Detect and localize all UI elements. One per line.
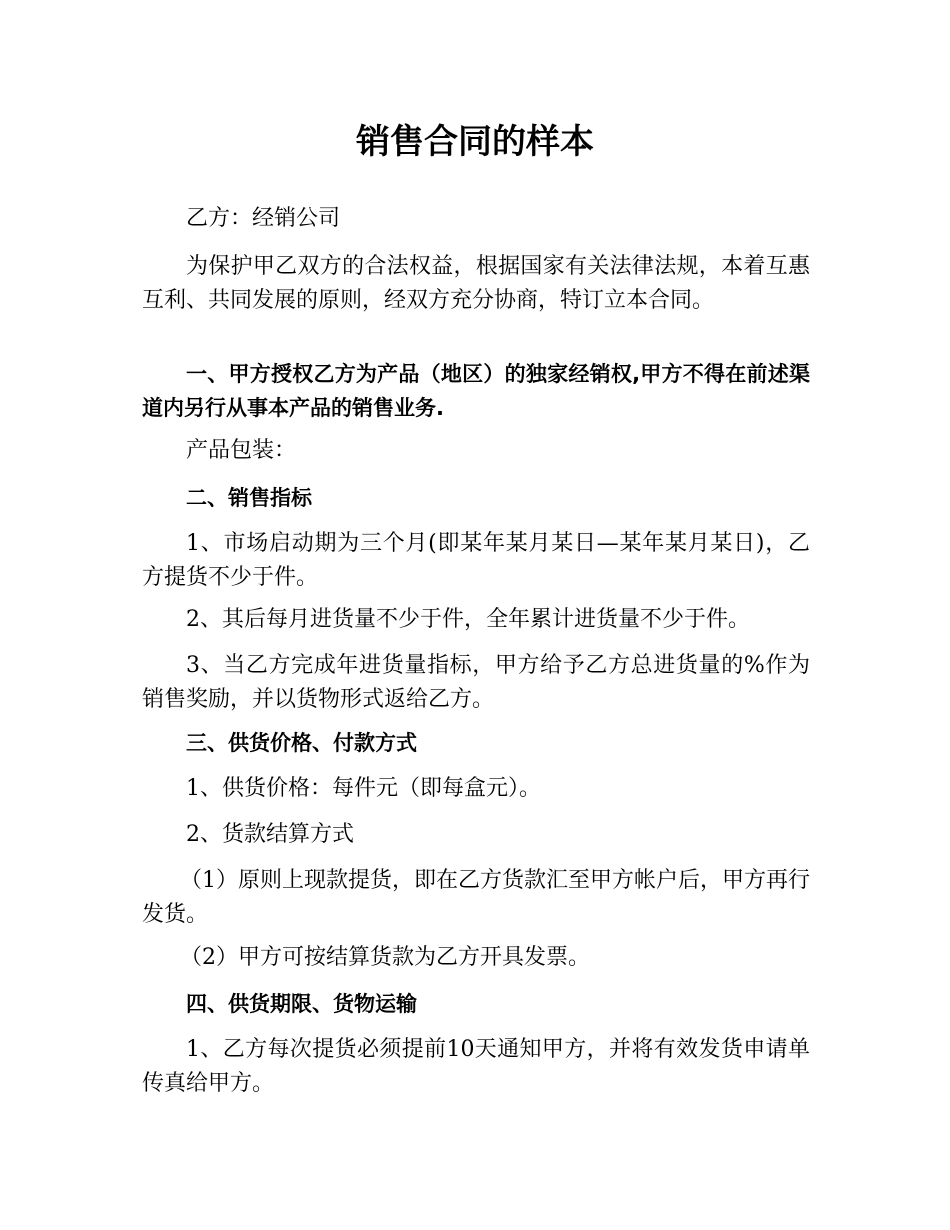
party-b-line: 乙方：经销公司 [186, 206, 341, 231]
section4-item1: 1、乙方每次提货必须提前10天通知甲方，并将有效发货申请单传真给甲方。 [142, 1037, 810, 1096]
section4-heading: 四、供货期限、货物运输 [186, 992, 417, 1016]
page-title: 销售合同的样本 [356, 122, 594, 162]
section3-sub1: （1）原则上现款提货，即在乙方货款汇至甲方帐户后，甲方再行发货。 [142, 868, 810, 927]
section3-sub2: （2）甲方可按结算货款为乙方开具发票。 [180, 945, 590, 970]
section2-item3: 3、当乙方完成年进货量指标，甲方给予乙方总进货量的%作为销售奖励，并以货物形式返给乙方。 [142, 653, 810, 712]
section2-heading: 二、销售指标 [186, 486, 312, 510]
packaging-line: 产品包装： [186, 438, 297, 463]
section3-heading: 三、供货价格、付款方式 [186, 731, 417, 755]
section2-item1: 1、市场启动期为三个月(即某年某月某日—某年某月某日)，乙方提货不少于件。 [142, 531, 810, 590]
intro-paragraph: 为保护甲乙双方的合法权益，根据国家有关法律法规，本着互惠互利、共同发展的原则，经双方充分协商，特订立本合同。 [142, 254, 810, 313]
section2-item2: 2、其后每月进货量不少于件，全年累计进货量不少于件。 [186, 607, 750, 632]
section3-item2: 2、货款结算方式 [186, 822, 354, 847]
section3-item1: 1、供货价格：每件元（即每盒元）。 [186, 776, 541, 801]
section1-heading: 一、甲方授权乙方为产品（地区）的独家经销权,甲方不得在前述渠道内另行从事本产品的销售业务. [142, 362, 810, 420]
